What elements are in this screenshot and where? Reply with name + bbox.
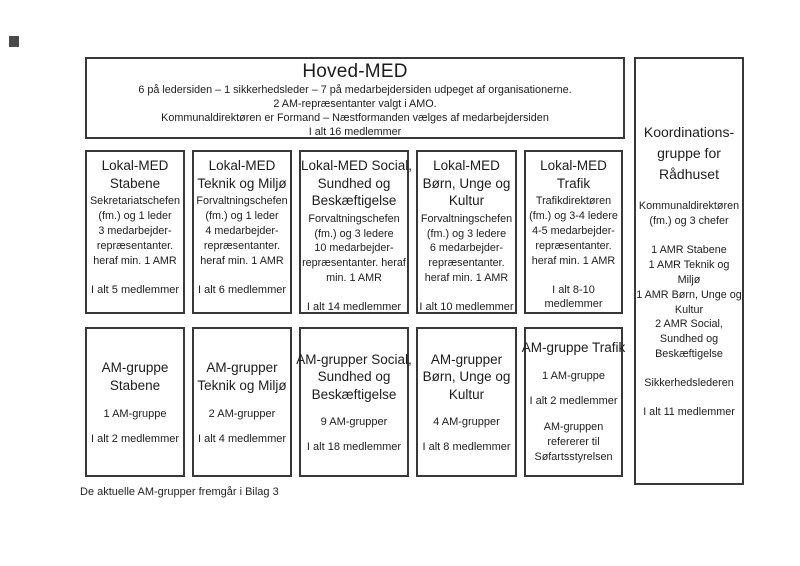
- text-line: Trafik: [556, 175, 591, 191]
- text-line: Sundhed og: [659, 333, 719, 346]
- text-line: 1 AMR Stabene: [651, 243, 727, 256]
- dark-square-mark: [9, 36, 19, 47]
- text-line: 3 medarbejder-: [98, 224, 172, 237]
- text-line: 6 på ledersiden – 1 sikkerhedsleder – 7 på medarbejdersiden udpeget af organisationerne.: [138, 83, 572, 96]
- text-line: AM-grupper: [206, 360, 278, 376]
- box-title: [102, 359, 169, 394]
- text-line: 10 medarbejder-: [314, 242, 394, 255]
- box-total: I alt 2 medlemmer: [90, 432, 180, 445]
- text-line: Lokal-MED: [433, 158, 500, 173]
- am-gruppe-stabene-box: [85, 327, 185, 477]
- text-line: Trafikdirektøren: [535, 195, 612, 208]
- box-total: I alt 14 medlemmer: [306, 301, 402, 314]
- text-line: 4 medarbejder-: [205, 224, 279, 237]
- text-line: Rådhuset: [659, 166, 719, 183]
- box-title: [197, 359, 286, 394]
- koordinationsgruppe-chair: [639, 199, 739, 229]
- text-line: (fm.) og 1 leder: [205, 209, 279, 222]
- lokal-med-stabene-box: [85, 150, 185, 314]
- text-line: Kultur: [448, 386, 485, 402]
- text-line: Børn, Unge og: [422, 175, 511, 191]
- text-line: Koordinations-: [643, 124, 735, 141]
- text-line: (fm.) og 3 ledere: [314, 227, 394, 240]
- text-line: Sundhed og: [317, 175, 391, 191]
- box-total: I alt 8-10 medlemmer: [544, 283, 603, 311]
- text-line: Forvaltningschefen: [308, 212, 400, 225]
- text-line: 2 AMR Social,: [655, 318, 723, 331]
- text-line: repræsentanter. heraf: [302, 257, 406, 270]
- text-line: Lokal-MED: [208, 158, 276, 173]
- box-total: I alt 10 medlemmer: [419, 301, 514, 314]
- lokal-med-trafik-box: [524, 150, 623, 314]
- text-line: AM-grupper: [430, 351, 503, 367]
- text-line: refererer til: [547, 435, 600, 448]
- am-group-count: 4 AM-grupper: [433, 416, 500, 429]
- text-line: Kommunaldirektøren: [638, 200, 740, 213]
- lokal-med-social-sundhed-beskaeftigelse-box: [299, 150, 413, 314]
- koordinationsgruppe-title: [644, 122, 734, 185]
- text-line: Beskæftigelse: [311, 193, 397, 209]
- footnote: De aktuelle AM-grupper fremgår i Bilag 3: [80, 486, 279, 498]
- box-title: [423, 351, 511, 404]
- text-line: 4-5 medarbejder-: [532, 224, 615, 237]
- text-line: Lokal-MED: [540, 158, 607, 173]
- koordinationsgruppe-raadhuset-box: [634, 57, 744, 485]
- text-line: repræsentanter.: [535, 239, 612, 252]
- text-line: AM-gruppe Trafik: [521, 340, 626, 356]
- text-line: heraf min. 1 AMR: [424, 272, 509, 285]
- text-line: repræsentanter.: [428, 257, 505, 270]
- am-group-count: 1 AM-gruppe: [542, 369, 605, 382]
- text-line: I alt 16 medlemmer: [308, 125, 402, 138]
- lokal-med-born-unge-kultur-box: [416, 150, 517, 314]
- koordinationsgruppe-total: I alt 11 medlemmer: [643, 405, 735, 418]
- box-total: I alt 8 medlemmer: [422, 441, 511, 454]
- text-line: Beskæftigelse: [311, 386, 397, 402]
- text-line: AM-gruppen: [543, 420, 604, 433]
- text-line: 1 AMR Teknik og: [648, 258, 730, 271]
- text-line: Børn, Unge og: [422, 369, 511, 385]
- text-line: repræsentanter.: [96, 239, 174, 252]
- text-line: Teknik og Miljø: [197, 378, 287, 393]
- text-line: min. 1 AMR: [326, 272, 382, 285]
- text-line: (fm.) og 3-4 ledere: [529, 209, 618, 222]
- am-grupper-teknik-miljo-box: [192, 327, 292, 477]
- text-line: 6 medarbejder-: [429, 242, 504, 255]
- text-line: (fm.) og 3 ledere: [426, 227, 507, 240]
- text-line: Beskæftigelse: [655, 348, 723, 361]
- box-total: I alt 4 medlemmer: [197, 432, 287, 445]
- box-title: [418, 157, 515, 210]
- text-line: heraf min. 1 AMR: [200, 254, 284, 267]
- koordinationsgruppe-members: [636, 243, 742, 362]
- text-line: Teknik og Miljø: [197, 175, 287, 191]
- box-total: I alt 18 medlemmer: [306, 441, 402, 454]
- text-line: Sundhed og: [317, 369, 391, 385]
- text-line: Stabene: [109, 175, 161, 191]
- hoved-med-title: Hoved-MED: [302, 61, 408, 82]
- box-title: [296, 351, 412, 404]
- am-group-count: 2 AM-grupper: [208, 407, 276, 420]
- box-title: [87, 157, 183, 192]
- am-gruppe-trafik-box: [521, 327, 626, 477]
- am-group-note: [535, 420, 613, 465]
- hoved-med-description: [87, 83, 623, 139]
- box-body: [87, 194, 183, 268]
- text-line: AM-gruppe: [101, 360, 169, 376]
- text-line: AM-grupper Social,: [296, 351, 412, 367]
- box-body: [418, 212, 515, 286]
- text-line: Stabene: [109, 378, 161, 393]
- am-group-count: 9 AM-grupper: [320, 416, 388, 429]
- box-title: [522, 339, 626, 357]
- box-title: [526, 157, 621, 192]
- text-line: Søfartsstyrelsen: [534, 450, 613, 463]
- text-line: repræsentanter.: [203, 239, 281, 252]
- am-grupper-born-unge-kultur-box: [416, 327, 517, 477]
- text-line: 2 AM-repræsentanter valgt i AMO.: [273, 97, 437, 110]
- hoved-med-box: [85, 57, 625, 139]
- text-line: Kultur: [674, 303, 704, 316]
- text-line: 1 AMR Børn, Unge og: [636, 288, 742, 301]
- text-line: Miljø: [677, 273, 701, 286]
- box-total: I alt 6 medlemmer: [197, 283, 287, 296]
- koordinationsgruppe-safety-leader: Sikkerhedslederen: [644, 377, 734, 390]
- box-total: I alt 2 medlemmer: [529, 394, 618, 407]
- text-line: heraf min. 1 AMR: [531, 254, 616, 267]
- lokal-med-teknik-miljo-box: [192, 150, 292, 314]
- text-line: Lokal-MED Social,: [301, 158, 413, 173]
- box-body: [194, 194, 290, 268]
- box-title: [301, 157, 413, 210]
- text-line: gruppe for: [657, 145, 721, 162]
- text-line: Kommunaldirektøren er Formand – Næstformanden vælges af medarbejdersiden: [161, 111, 549, 124]
- text-line: heraf min. 1 AMR: [93, 254, 177, 267]
- text-line: Forvaltningschefen: [420, 212, 513, 225]
- text-line: (fm.) og 3 chefer: [649, 215, 729, 228]
- text-line: Sekretariatschefen: [89, 195, 181, 208]
- text-line: (fm.) og 1 leder: [98, 209, 172, 222]
- box-body: [301, 212, 407, 286]
- am-group-count: 1 AM-gruppe: [103, 407, 167, 420]
- text-line: Forvaltningschefen: [196, 195, 288, 208]
- box-title: [194, 157, 290, 192]
- box-body: [526, 194, 621, 268]
- box-total: I alt 5 medlemmer: [90, 283, 180, 296]
- am-grupper-social-sundhed-beskaeftigelse-box: [296, 327, 412, 477]
- text-line: Kultur: [448, 193, 485, 209]
- text-line: Lokal-MED: [101, 158, 169, 173]
